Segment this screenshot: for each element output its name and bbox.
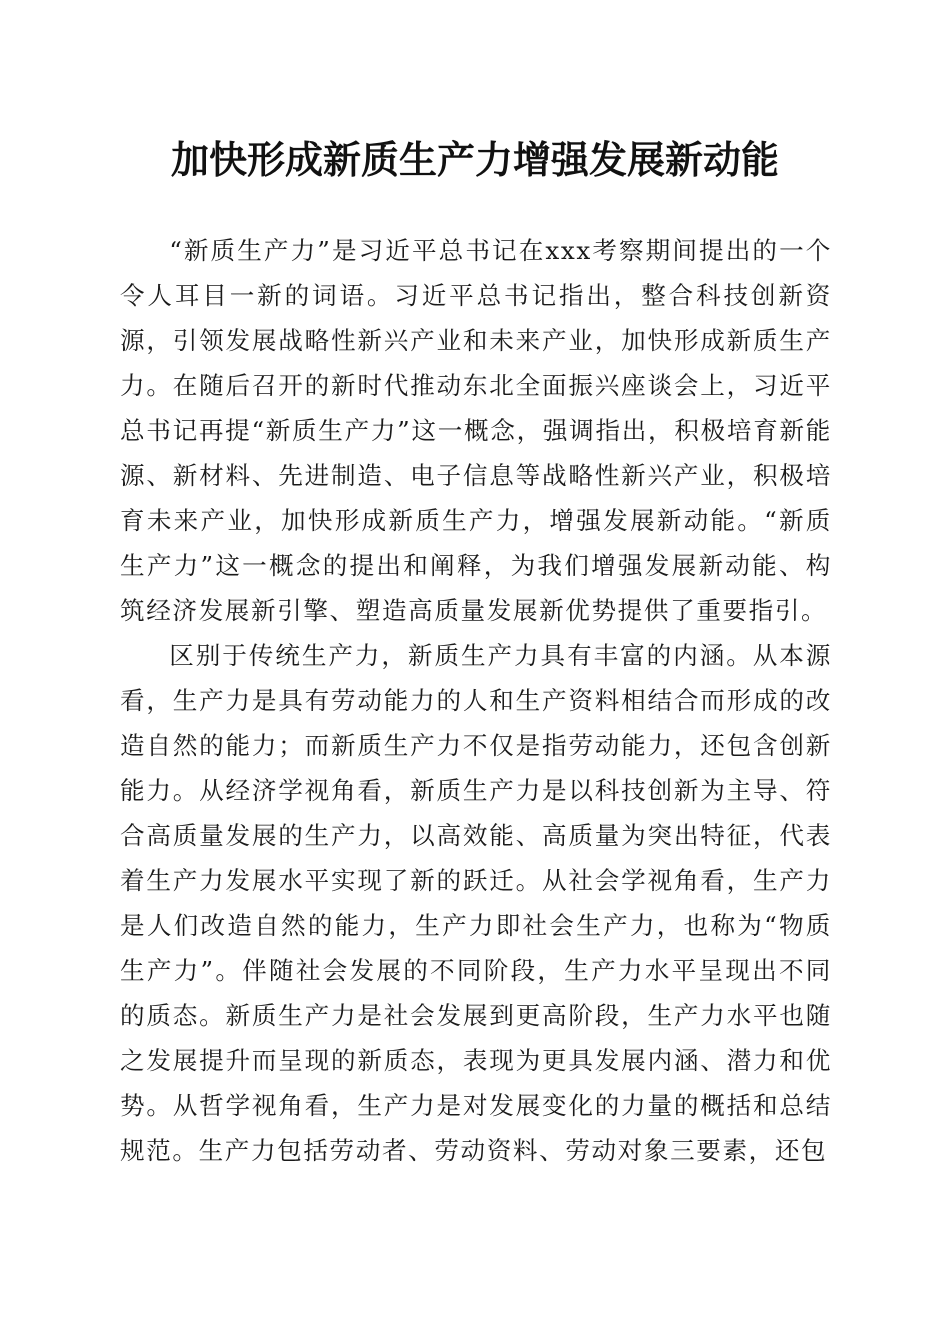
- document-body: [120, 228, 832, 1173]
- paragraph-2: 区别于传统生产力，新质生产力具有丰富的内涵。从本源看，生产力是具有劳动能力的人和生产资料相结合而形成的改造自然的能力；而新质生产力不仅是指劳动能力，还包含创新能力。从经济学视角看，新质生产力是以科技创新为主导、符合高质量发展的生产力，以高效能、高质量为突出特征，代表着生产力发展水平实现了新的跃迁。从社会学视角看，生产力是人们改造自然的能力，生产力即社会生产力，也称为“物质生产力”。伴随社会发展的不同阶段，生产力水平呈现出不同的质态。新质生产力是社会发展到更高阶段，生产力水平也随之发展提升而呈现的新质态，表现为更具发展内涵、潜力和优势。从哲学视角看，生产力是对发展变化的力量的概括和总结规范。生产力包括劳动者、劳动资料、劳动对象三要素，还包: [120, 641, 832, 1165]
- paragraph-1: “新质生产力”是习近平总书记在xxx考察期间提出的一个令人耳目一新的词语。习近平总书记指出，整合科技创新资源，引领发展战略性新兴产业和未来产业，加快形成新质生产力。在随后召开的新时代推动东北全面振兴座谈会上，习近平总书记再提“新质生产力”这一概念，强调指出，积极培育新能源、新材料、先进制造、电子信息等战略性新兴产业，积极培育未来产业，加快形成新质生产力，增强发展新动能。“新质生产力”这一概念的提出和阐释，为我们增强发展新动能、构筑经济发展新引擎、塑造高质量发展新优势提供了重要指引。: [120, 236, 832, 625]
- document-title: 加快形成新质生产力增强发展新动能: [170, 137, 779, 182]
